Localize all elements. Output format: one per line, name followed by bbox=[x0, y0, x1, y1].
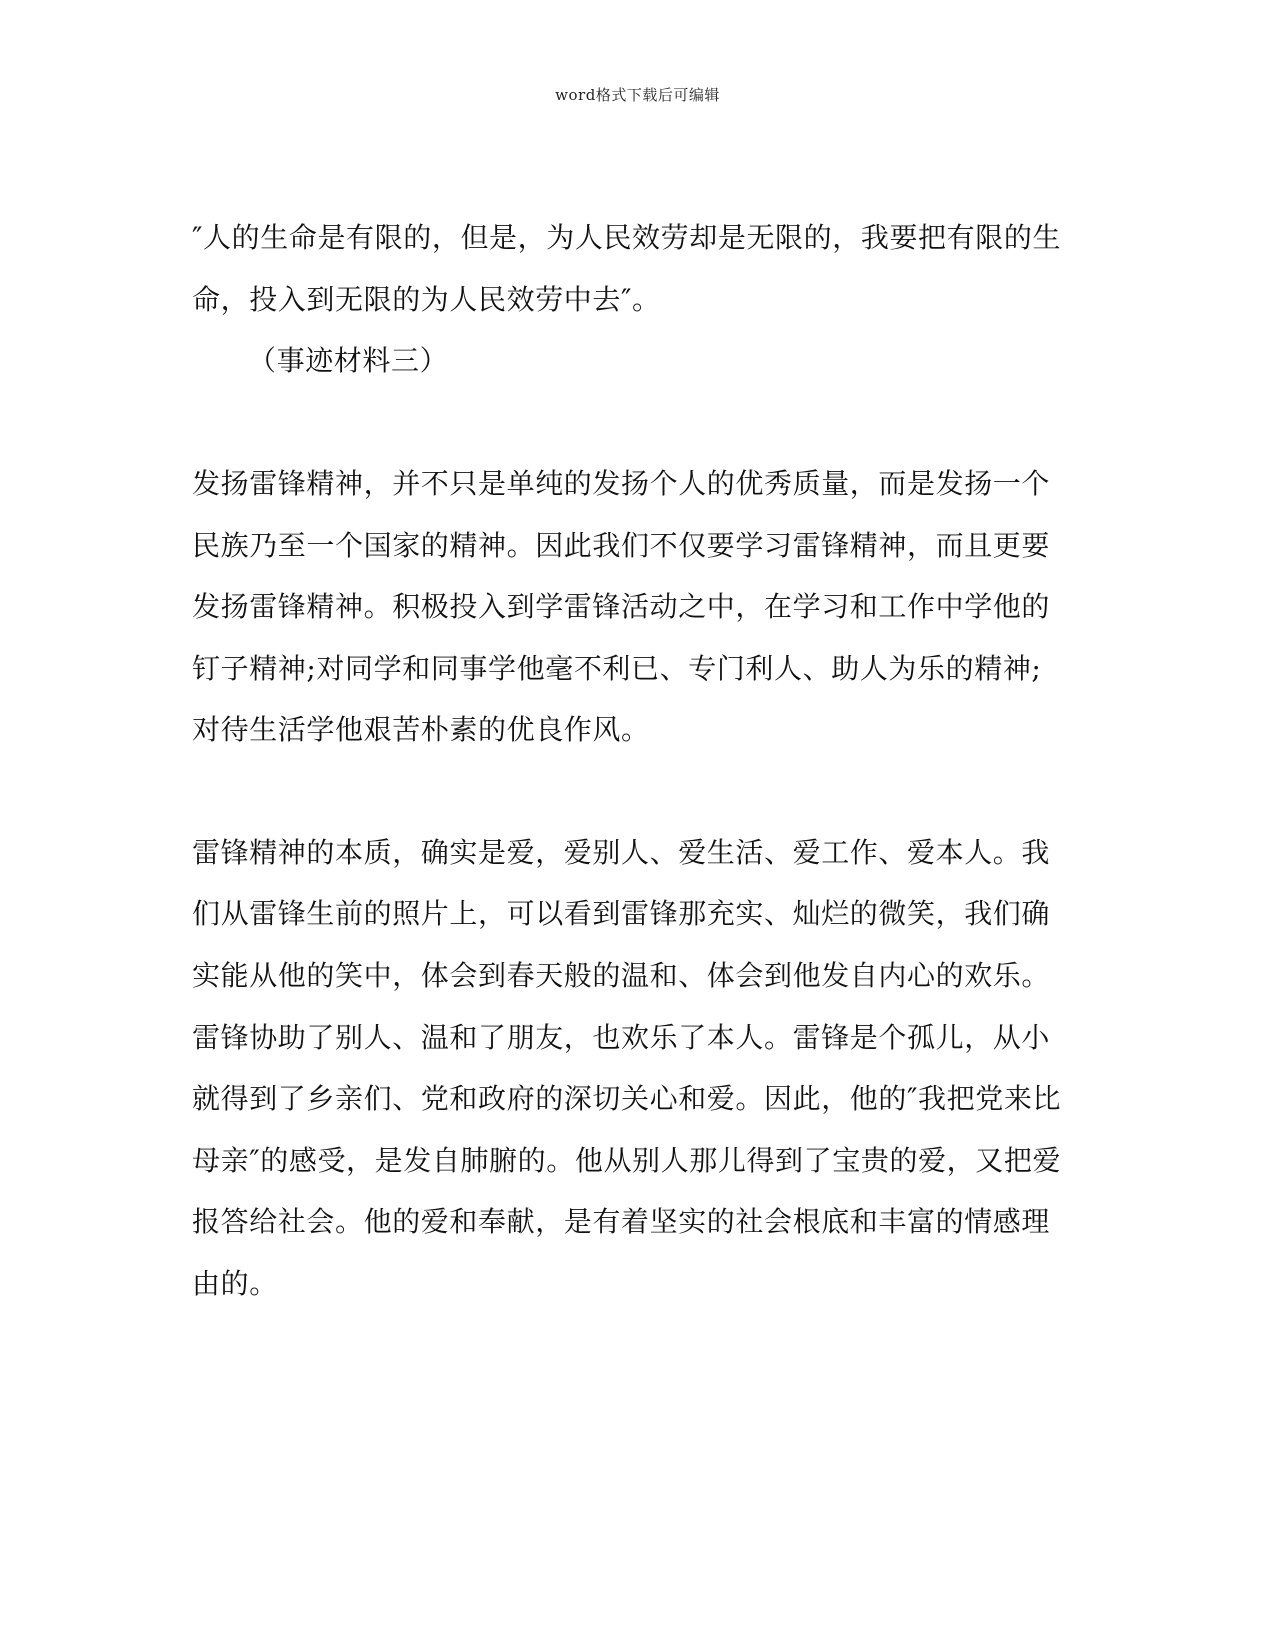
text-line: 实能从他的笑中，体会到春天般的温和、体会到他发自内心的欢乐。 bbox=[192, 959, 1051, 992]
text-line: 由的。 bbox=[192, 1267, 278, 1300]
text-line: 雷锋协助了别人、温和了朋友，也欢乐了本人。雷锋是个孤儿，从小 bbox=[192, 1021, 1051, 1054]
text-line: 母亲″的感受，是发自肺腑的。他从别人那儿得到了宝贵的爱，又把爱 bbox=[192, 1144, 1062, 1177]
text-line: 们从雷锋生前的照片上，可以看到雷锋那充实、灿烂的微笑，我们确 bbox=[192, 897, 1051, 930]
section-title: （事迹材料三） bbox=[248, 344, 449, 377]
page-header: word格式下载后可编辑 bbox=[555, 86, 720, 104]
text-line: 民族乃至一个国家的精神。因此我们不仅要学习雷锋精神，而且更要 bbox=[192, 529, 1051, 562]
text-line: 命，投入到无限的为人民效劳中去″。 bbox=[192, 283, 661, 316]
text-line: 钉子精神;对同学和同事学他毫不利已、专门利人、助人为乐的精神; bbox=[192, 652, 1042, 685]
text-line: ″人的生命是有限的，但是，为人民效劳却是无限的，我要把有限的生 bbox=[192, 221, 1062, 254]
text-line: 雷锋精神的本质，确实是爱，爱别人、爱生活、爱工作、爱本人。我 bbox=[192, 836, 1051, 869]
text-line: 发扬雷锋精神，并不只是单纯的发扬个人的优秀质量，而是发扬一个 bbox=[192, 467, 1051, 500]
text-line: 就得到了乡亲们、党和政府的深切关心和爱。因此，他的″我把党来比 bbox=[192, 1082, 1062, 1115]
text-line: 对待生活学他艰苦朴素的优良作风。 bbox=[192, 713, 650, 746]
text-line: 报答给社会。他的爱和奉献，是有着坚实的社会根底和丰富的情感理 bbox=[192, 1205, 1051, 1238]
text-line: 发扬雷锋精神。积极投入到学雷锋活动之中，在学习和工作中学他的 bbox=[192, 590, 1051, 623]
